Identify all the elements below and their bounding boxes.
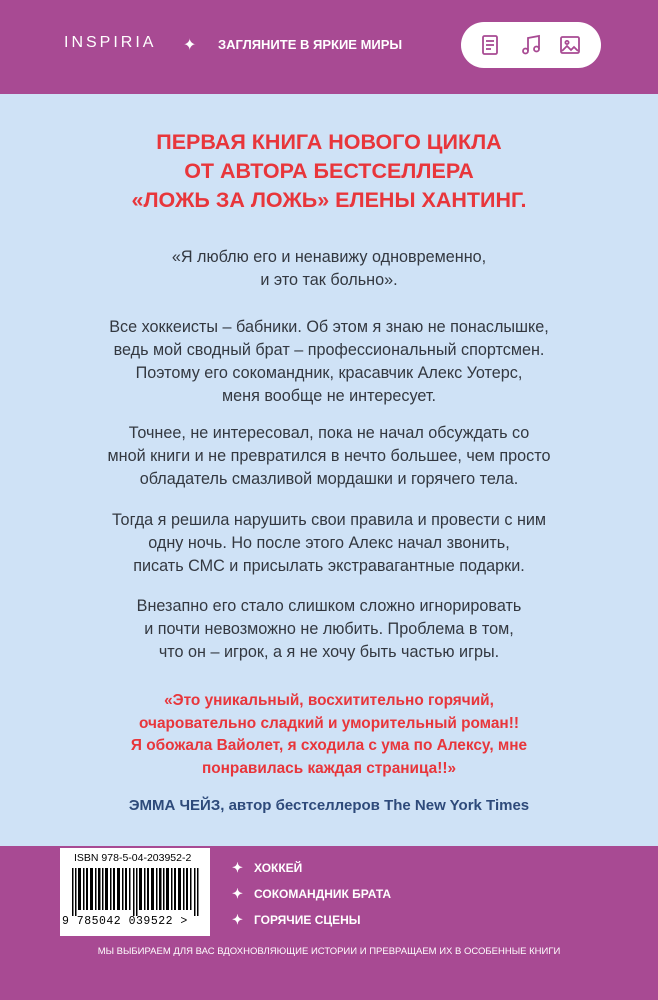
sparkle-icon: ✦	[232, 886, 243, 901]
paragraph-line: писать СМС и присылать экстравагантные подарки.	[133, 557, 525, 575]
paragraph-line: обладатель смазливой мордашки и горячего тела.	[139, 470, 519, 488]
paragraph-line: что он – игрок, а я не хочу быть частью игры.	[158, 643, 500, 661]
footer-band	[0, 944, 658, 1000]
paragraph-line: Поэтому его сокомандник, красавчик Алекс Уотерс,	[135, 364, 523, 382]
paragraph-4	[30, 595, 628, 664]
music-icon	[519, 33, 543, 57]
tag-item	[232, 907, 391, 933]
sparkle-icon: ✦	[183, 35, 197, 54]
tag-label: ГОРЯЧИЕ СЦЕНЫ	[254, 913, 361, 927]
image-icon	[558, 33, 582, 57]
sparkle-icon: ✦	[232, 912, 243, 927]
barcode-digits: 9 785042 039522 >	[62, 915, 188, 928]
tag-label: ХОККЕЙ	[254, 861, 303, 875]
paragraph-line: Внезапно его стало слишком сложно игнорировать	[136, 597, 522, 615]
paragraph-3	[30, 509, 628, 578]
paragraph-line: меня вообще не интересует.	[222, 387, 436, 405]
quote-line: и это так больно».	[260, 271, 398, 289]
review-quote	[30, 690, 628, 780]
ebook-icon	[478, 33, 502, 57]
tag-label: СОКОМАНДНИК БРАТА	[254, 887, 392, 901]
review-line: понравилась каждая страница!!»	[201, 759, 457, 777]
paragraph-line: мной книги и не превратился в нечто большее, чем просто	[107, 447, 551, 465]
review-line: «Это уникальный, восхитительно горячий,	[164, 692, 494, 709]
review-author: ЭММА ЧЕЙЗ, автор бестселлеров The New York Times	[128, 797, 530, 814]
paragraph-line: Точнее, не интересовал, пока не начал обсуждать со	[128, 424, 530, 442]
header-tagline: ЗАГЛЯНИТЕ В ЯРКИЕ МИРЫ	[218, 37, 403, 52]
paragraph-line: ведь мой сводный брат – профессиональный спортсмен.	[113, 341, 545, 359]
header-band	[0, 0, 658, 94]
barcode-icon	[72, 868, 200, 916]
headline-line: «ЛОЖЬ ЗА ЛОЖЬ» ЕЛЕНЫ ХАНТИНГ.	[131, 188, 527, 212]
opening-quote	[30, 246, 628, 292]
paragraph-line: и почти невозможно не любить. Проблема в том,	[144, 620, 514, 638]
sparkle-icon: ✦	[232, 860, 243, 875]
headline-line: ПЕРВАЯ КНИГА НОВОГО ЦИКЛА	[156, 130, 502, 154]
brand-logo: INSPIRIA	[64, 34, 157, 51]
isbn-label: ISBN 978-5-04-203952-2	[74, 852, 192, 864]
tag-list	[232, 855, 391, 933]
tag-item	[232, 881, 391, 907]
headline-line: ОТ АВТОРА БЕСТСЕЛЛЕРА	[184, 159, 474, 183]
paragraph-1	[30, 316, 628, 408]
footer-text: МЫ ВЫБИРАЕМ ДЛЯ ВАС ВДОХНОВЛЯЮЩИЕ ИСТОРИИ И ПРЕВРАЩАЕМ ИХ В ОСОБЕННЫЕ КНИГИ	[97, 946, 561, 957]
review-line: очаровательно сладкий и уморительный роман!!	[139, 714, 519, 732]
paragraph-line: Все хоккеисты – бабники. Об этом я знаю не понаслышке,	[109, 318, 549, 336]
paragraph-line: одну ночь. Но после этого Алекс начал звонить,	[148, 534, 510, 552]
barcode-box	[60, 848, 210, 936]
review-line: Я обожала Вайолет, я сходила с ума по Алексу, мне	[130, 737, 528, 754]
paragraph-2	[30, 422, 628, 491]
paragraph-line: Тогда я решила нарушить свои правила и провести с ним	[111, 511, 547, 529]
tag-item	[232, 855, 391, 881]
quote-line: «Я люблю его и ненавижу одновременно,	[171, 248, 487, 266]
headline	[40, 128, 618, 215]
media-format-pill	[461, 22, 601, 68]
